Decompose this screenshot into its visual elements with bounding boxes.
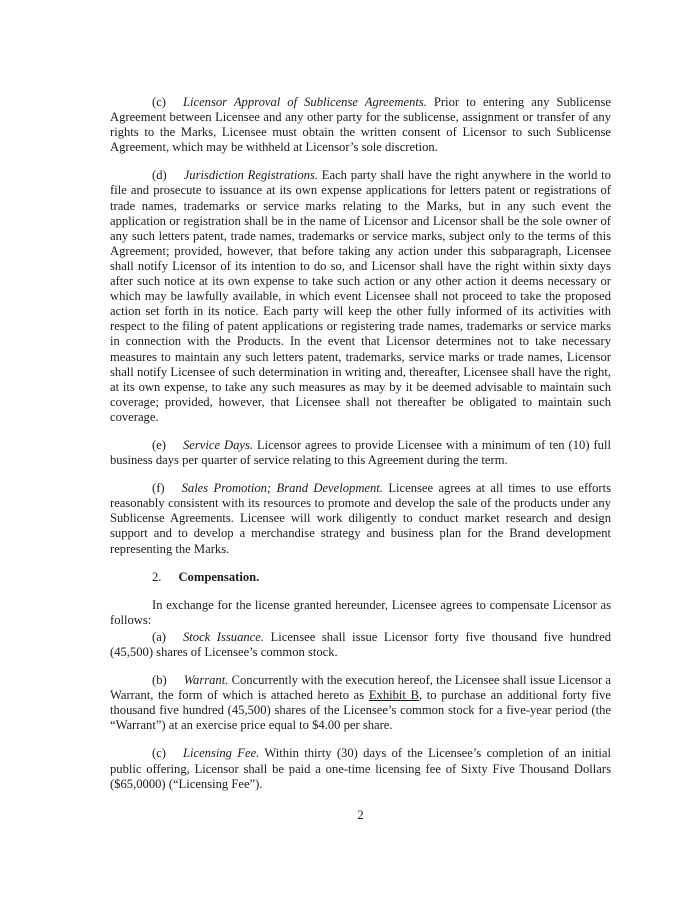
exhibit-b-reference: Exhibit B: [368, 688, 419, 703]
clause-title: Sales Promotion; Brand Development.: [181, 481, 383, 496]
compensation-intro-paragraph: [110, 598, 611, 628]
document-content: [110, 95, 611, 823]
clause-title: Stock Issuance.: [182, 629, 265, 644]
clause-label: (b): [152, 673, 167, 688]
clause-body: , to purchase an additional forty five thousand five hundred (45,500) shares of the Licensee’s common stock for a five-year period (the “Warrant”) at an exercise price equal to $4.00 per share.: [110, 688, 611, 733]
clause-body: Licensee shall issue Licensor forty five thousand five hundred (45,500) shares of Licensee’s common stock.: [110, 629, 611, 659]
clause-label: (e): [152, 437, 166, 452]
page-number: 2: [357, 807, 364, 822]
clause-title: Warrant.: [183, 673, 229, 688]
clause-body: Licensee agrees at all times to use efforts reasonably consistent with its resources to promote and develop the sale of the products under any Sublicense Agreements. Licensee will work diligently to conduct market research and design support and to develop a merchandise strategy and business plan for the Brand development representing the Marks.: [110, 481, 611, 556]
clause-label: (c): [152, 746, 166, 761]
clause-title: Jurisdiction Registrations.: [183, 168, 318, 183]
clause-body: Concurrently with the execution hereof, the Licensee shall issue Licensor a Warrant, the form of which is attached hereto as: [110, 673, 611, 703]
clause-d-jurisdiction-registrations: [110, 168, 611, 425]
clause-label: (c): [152, 95, 166, 109]
section-title: Compensation.: [178, 569, 260, 584]
clause-body: Within thirty (30) days of the Licensee’s completion of an initial public offering, Licensor shall be paid a one-time licensing fee of Sixty Five Thousand Dollars ($65,0000) (“Licensing Fee”).: [110, 746, 611, 791]
clause-c-licensing-fee: [110, 746, 611, 791]
clause-title: Service Days.: [182, 437, 254, 452]
paragraph-body: In exchange for the license granted hereunder, Licensee agrees to compensate Licensor as follows:: [110, 597, 611, 627]
clause-f-sales-promotion: [110, 481, 611, 556]
clause-title: Licensor Approval of Sublicense Agreements.: [182, 95, 427, 109]
clause-body: Licensor agrees to provide Licensee with a minimum of ten (10) full business days per quarter of service relating to this Agreement during the term.: [110, 437, 611, 468]
clause-body: Each party shall have the right anywhere in the world to file and prosecute to issuance at its own expense applications for letters patent or registrations of trade names, trademarks or service marks relating to the Marks, but in any such event the application or registration shall be in the name of Licensor and Licensor shall be the sole owner of any such letters patent, trade names, trademarks or service marks, subject only to the terms of this Agreement; provided, however, that before taking any action under this subparagraph, Licensee shall notify Licensor of its intention to do so, and Licensor shall have the right within sixty days after such notice at its own expense to take such action or any other action it deems necessary or which may be lawfully available, in which event Licensee shall not proceed to take the proposed action set forth in its notice. Each party will keep the other fully informed of its activities with respect to the filing of patent applications or registering trade names, trademarks or service marks in connection with the Products. In the event that Licensor determines not to take necessary measures to maintain any such letters patent, trademarks, service marks or trade names, Licensor shall notify Licensee of such determination in writing and, thereafter, Licensee shall have the right, at its own expense, to take any such measures as may by it be deemed advisable to maintain such coverage; provided, however, that Licensee shall not thereafter be obligated to maintain such coverage.: [110, 168, 611, 424]
clause-b-warrant: [110, 673, 611, 733]
section-2-compensation-heading: [110, 570, 611, 585]
section-number: 2.: [152, 569, 162, 584]
clause-c-licensor-approval: [110, 95, 611, 155]
clause-body: Prior to entering any Sublicense Agreement between Licensee and any other party for the sublicense, assignment or transfer of any rights to the Marks, Licensee must obtain the written consent of Licensor to such Sublicense Agreement, which may be withheld at Licensor’s sole discretion.: [110, 95, 611, 155]
clause-label: (a): [152, 629, 166, 644]
clause-a-stock-issuance: [110, 630, 611, 660]
clause-e-service-days: [110, 438, 611, 468]
clause-label: (f): [152, 481, 165, 496]
clause-title: Licensing Fee.: [182, 746, 260, 761]
clause-label: (d): [152, 168, 167, 183]
